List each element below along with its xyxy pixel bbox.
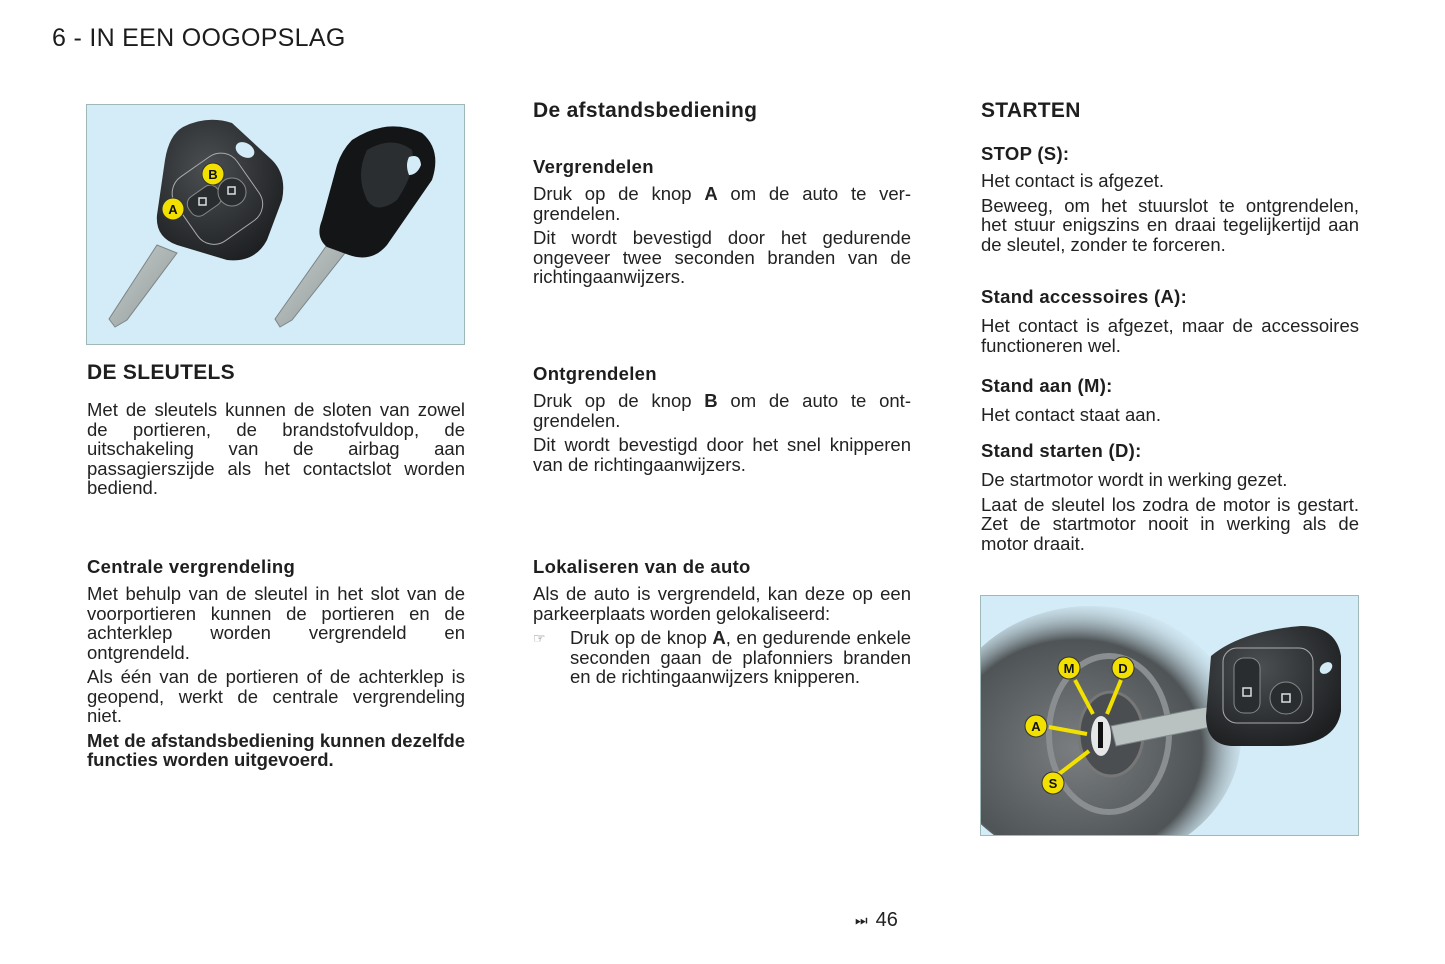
position-a-label: A (1031, 719, 1041, 734)
pointing-hand-icon: ☞ (533, 630, 546, 646)
stop-p1: Het contact is afgezet. (981, 170, 1165, 191)
unlock-p2: Dit wordt bevestigd door het snel knipperen van de richtingaanwijzers. (533, 434, 911, 475)
position-s-label: S (1048, 776, 1058, 791)
page-title: 6 - IN EEN OOGOPSLAG (52, 24, 346, 52)
start-p1: De startmotor wordt in werking gezet. (981, 469, 1288, 490)
position-m-label: M (1063, 661, 1075, 676)
next-page-icon[interactable]: ⏭ (855, 912, 868, 928)
central-locking-p1: Met behulp van de sleutel in het slot van de voorportieren kunnen de portieren en de achterklep worden vergrendeld en ontgrendeld. (87, 583, 465, 663)
subsection-title-stop: STOP (S): (981, 143, 1070, 164)
section-title-starting: STARTEN (981, 99, 1081, 122)
unlock-p1: Druk op de knop B om de auto te ontgrendelen. (533, 390, 911, 431)
accessories-p1: Het contact is afgezet, maar de accessoires functioneren wel. (981, 315, 1359, 356)
subsection-title-unlock: Ontgrendelen (533, 363, 657, 384)
keys-illustration (87, 105, 464, 344)
section-title-keys: DE SLEUTELS (87, 361, 235, 384)
svg-text:A: A (168, 202, 178, 217)
central-locking-p3: Met de afstandsbediening kunnen dezelfde functies worden uitgevoerd. (87, 729, 465, 770)
subsection-title-lock: Vergrendelen (533, 156, 654, 177)
on-p1: Het contact staat aan. (981, 404, 1161, 425)
subsection-title-on: Stand aan (M): (981, 375, 1113, 396)
start-p2: Laat de sleutel los zodra de motor is gestart. Zet de startmotor nooit in werking als de motor draait. (981, 493, 1359, 554)
page-footer (855, 909, 898, 932)
subsection-title-start: Stand starten (D): (981, 440, 1142, 461)
page-number: 46 (875, 909, 898, 931)
subsection-title-central-locking: Centrale vergrendeling (87, 556, 296, 577)
central-locking-p2: Als één van de portieren of de achterklep is geopend, werkt de centrale vergrendeling niet. (87, 666, 465, 726)
locate-p1: Als de auto is vergrendeld, kan deze op een parkeerplaats worden gelokaliseerd: (533, 583, 911, 624)
button-b-reference: B (704, 390, 718, 411)
locate-bullet: ☞ Druk op de knop A, en gedurende enkele seconden gaan de plafonniers branden en de richtingaanwijzers knipperen. (533, 627, 911, 687)
position-d-label: D (1118, 661, 1128, 676)
ignition-illustration (981, 596, 1358, 835)
subsection-title-locate: Lokaliseren van de auto (533, 556, 751, 577)
button-a-reference: A (712, 627, 726, 648)
button-a-reference: A (704, 183, 718, 204)
svg-text:B: B (208, 167, 218, 182)
subsection-title-accessories: Stand accessoires (A): (981, 286, 1188, 307)
section-title-remote: De afstandsbediening (533, 99, 758, 122)
keys-figure (86, 104, 465, 345)
plain-key (275, 126, 435, 327)
remote-key (109, 120, 283, 327)
stop-p2: Beweeg, om het stuurslot te ontgrendelen, het stuur enigszins en draai tegelijkertijd aan de sleutel, zonder te forceren. (981, 194, 1359, 255)
lock-p2: Dit wordt bevestigd door het gedurende ongeveer twee seconden branden van de richtingaanwijzers. (533, 227, 911, 287)
lock-p1: Druk op de knop A om de auto te vergrendelen. (533, 183, 911, 224)
ignition-figure (980, 595, 1359, 836)
keys-intro: Met de sleutels kunnen de sloten van zowel de portieren, de brandstofvuldop, de uitschakeling van de airbag aan passagierszijde als het contactslot worden bediend. (87, 399, 465, 498)
